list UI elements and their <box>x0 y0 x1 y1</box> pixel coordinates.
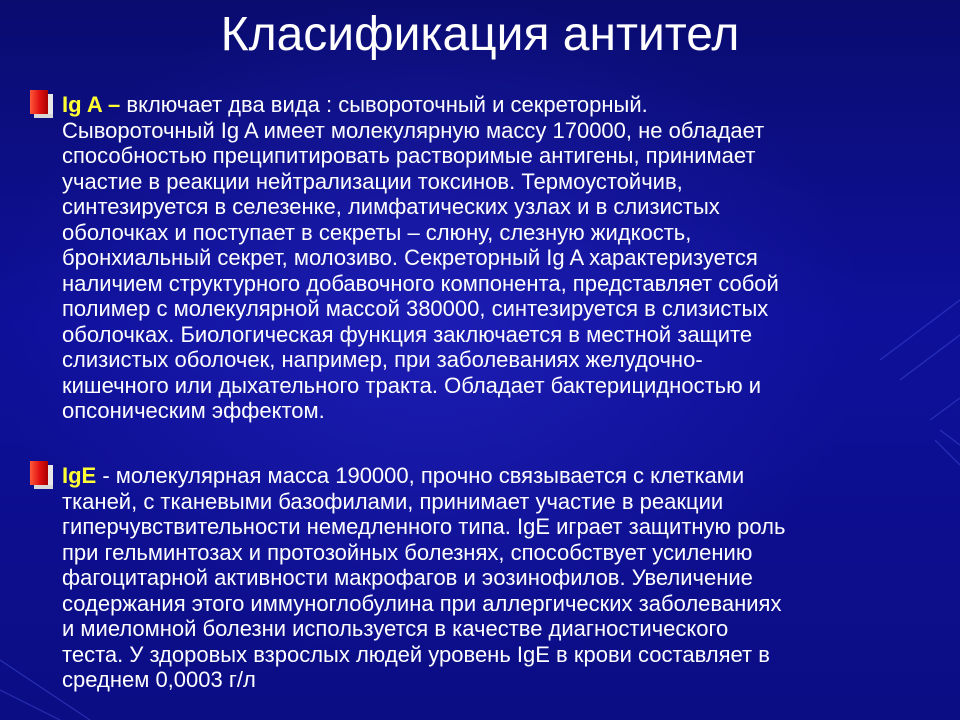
text-line: тканей, с тканевыми базофилами, принимает участие в реакции <box>62 488 724 514</box>
text-line: теста. У здоровых взрослых людей уровень IgE в крови составляет в <box>62 641 770 667</box>
text-line: опсоническим эффектом. <box>62 398 325 423</box>
text-line: кишечного или дыхательного тракта. Обладает бактерицидностью и <box>62 372 762 398</box>
text-line: и миеломной болезни используется в качестве диагностического <box>62 616 729 641</box>
text-line: оболочках и поступает в секреты – слюну, слезную жидкость, <box>62 219 692 245</box>
paragraph-iga <box>62 92 942 424</box>
text-line: участие в реакции нейтрализации токсинов. Термоустойчив, <box>62 168 683 194</box>
text-line: содержания этого иммуноглобулина при аллергических заболеваниях <box>62 590 782 616</box>
text-line: способностью преципитировать растворимые антигены, принимает <box>62 143 756 168</box>
text-line: Ig A – включает два вида : сывороточный и секреторный. <box>62 92 648 117</box>
text-line: бронхиальный секрет, молозиво. Секреторный Ig A характеризуется <box>62 245 758 270</box>
text-line: при гельминтозах и протозойных болезнях, способствует усилению <box>62 539 753 565</box>
slide-title: Класификация антител <box>220 8 740 61</box>
highlight-term: Ig A – <box>62 92 121 117</box>
text-line: среднем 0,0003 г/л <box>62 667 256 692</box>
text-line: слизистых оболочек, например, при заболеваниях желудочно- <box>62 347 703 372</box>
text-line: Сывороточный Ig A имеет молекулярную массу 170000, не обладает <box>62 117 765 143</box>
text-line: синтезируется в селезенке, лимфатических узлах и в слизистых <box>62 194 720 219</box>
red-square-bullet-icon <box>30 90 56 120</box>
text-line: фагоцитарной активности макрофагов и эозинофилов. Увеличение <box>62 565 753 590</box>
red-square-bullet-icon <box>30 461 56 491</box>
text-line: наличием структурного добавочного компонента, представляет собой <box>62 270 779 296</box>
text-line: оболочках. Биологическая функция заключается в местной защите <box>62 321 753 347</box>
text-line: гиперчувствительности немедленного типа. IgE играет защитную роль <box>62 514 786 539</box>
text-line: IgE - молекулярная масса 190000, прочно связывается с клетками <box>62 463 745 488</box>
highlight-term: IgE <box>62 463 97 488</box>
text-line: полимер с молекулярной массой 380000, синтезируется в слизистых <box>62 296 769 321</box>
paragraph-ige <box>62 463 942 693</box>
